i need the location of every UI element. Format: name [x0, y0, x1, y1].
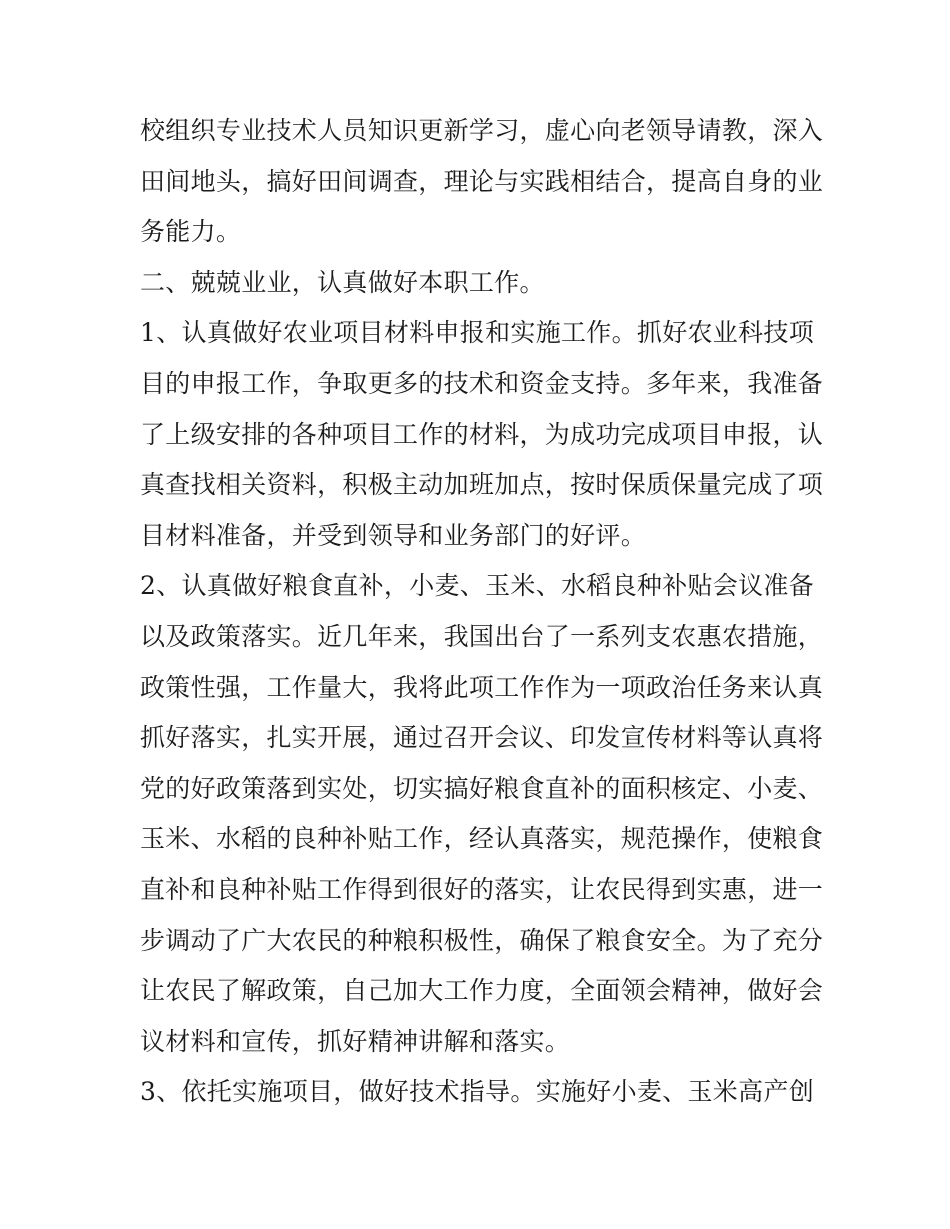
text-line: 校组织专业技术人员知识更新学习，虚心向老领导请教，深入 [140, 116, 824, 145]
document-body [140, 106, 824, 1118]
text-line: 2、认真做好粮食直补，小麦、玉米、水稻良种补贴会议准备 [140, 571, 815, 601]
text-line: 3、依托实施项目，做好技术指导。实施好小麦、玉米高产创 [140, 1077, 815, 1107]
text-line: 田间地头，搞好田间调查，理论与实践相结合，提高自身的业 [140, 166, 824, 196]
text-line: 步调动了广大农民的种粮积极性，确保了粮食安全。为了充分 [140, 925, 824, 955]
text-line: 直补和良种补贴工作得到很好的落实，让农民得到实惠，进一 [140, 874, 824, 904]
text-line: 真查找相关资料，积极主动加班加点，按时保质保量完成了项 [140, 470, 824, 500]
text-line: 议材料和宣传，抓好精神讲解和落实。 [140, 1026, 571, 1056]
text-line: 玉米、水稻的良种补贴工作，经认真落实，规范操作，使粮食 [140, 824, 824, 854]
text-line: 务能力。 [140, 217, 242, 247]
text-line: 抓好落实，扎实开展，通过召开会议、印发宣传材料等认真将 [140, 723, 824, 753]
text-line: 政策性强，工作量大，我将此项工作作为一项政治任务来认真 [140, 672, 824, 702]
text-line: 以及政策落实。近几年来，我国出台了一系列支农惠农措施， [140, 621, 824, 651]
text-line: 目的申报工作，争取更多的技术和资金支持。多年来，我准备 [140, 368, 824, 398]
text-line: 党的好政策落到实处，切实搞好粮食直补的面积核定、小麦、 [140, 773, 824, 803]
text-line: 1、认真做好农业项目材料申报和实施工作。抓好农业科技项 [140, 318, 815, 348]
text-line: 让农民了解政策，自己加大工作力度，全面领会精神，做好会 [140, 976, 824, 1006]
section-heading: 二、兢兢业业，认真做好本职工作。 [140, 267, 545, 297]
text-line: 目材料准备，并受到领导和业务部门的好评。 [140, 520, 647, 550]
text-line: 了上级安排的各种项目工作的材料，为成功完成项目申报，认 [140, 419, 824, 449]
